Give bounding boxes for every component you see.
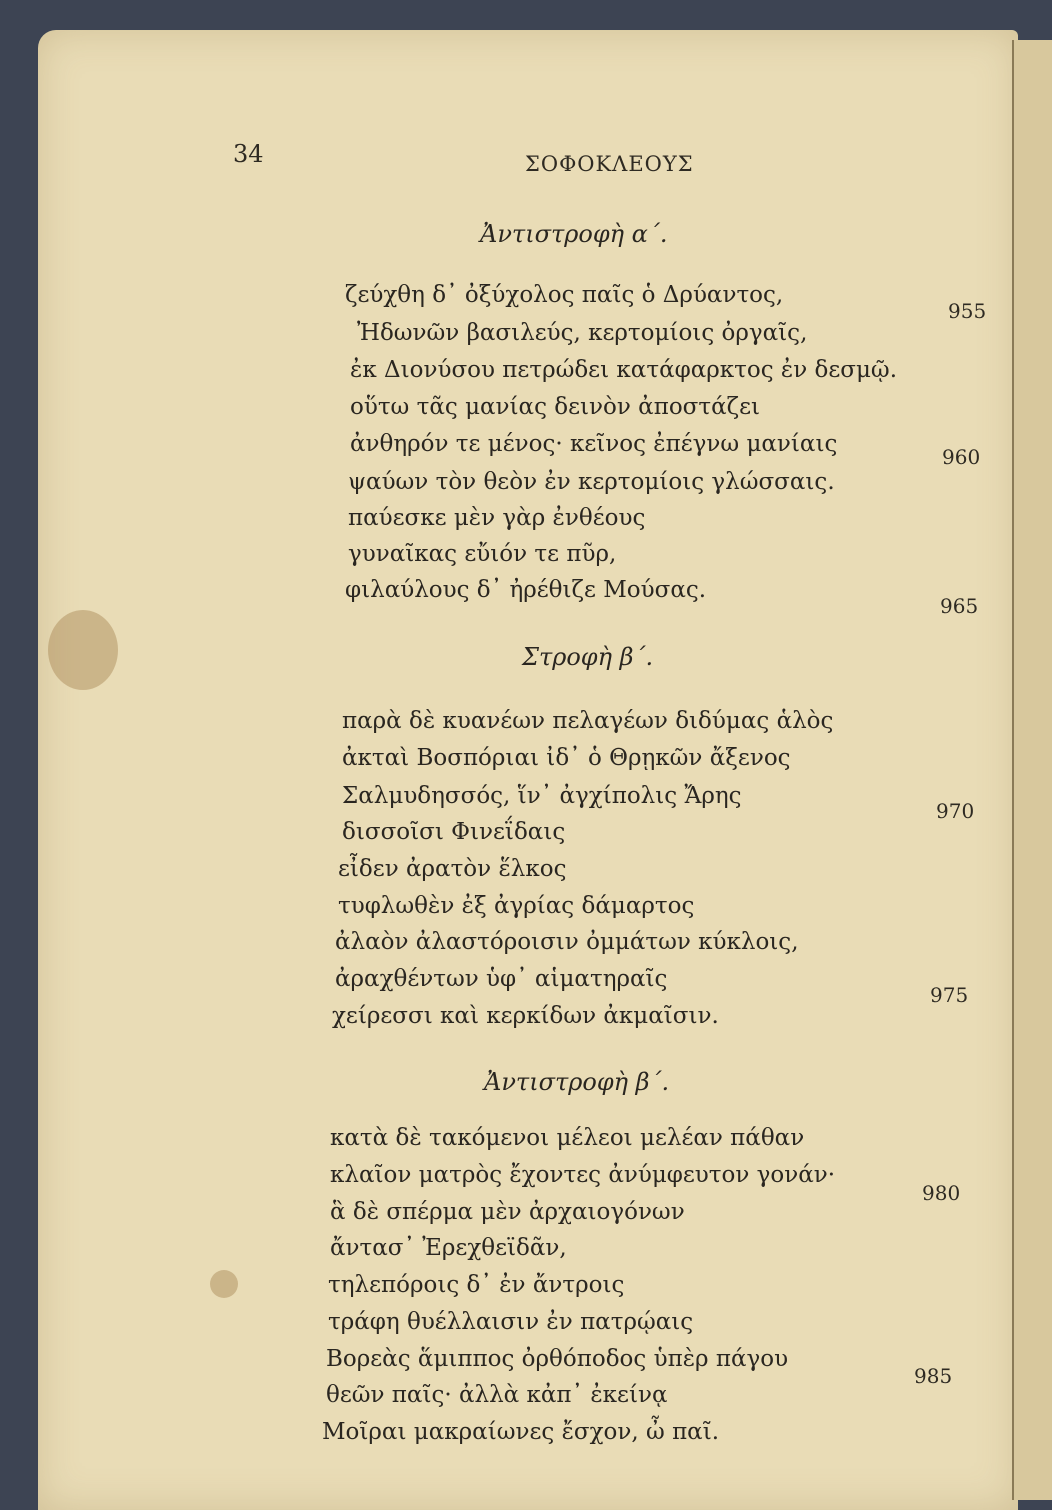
stain-spot bbox=[210, 1270, 238, 1298]
line-number: 985 bbox=[914, 1364, 953, 1388]
verse-line: Σαλμυδησσός, ἵν᾽ ἀγχίπολις Ἄρης bbox=[342, 783, 742, 809]
verse-line: ἄντασ᾽ Ἐρεχθεϊδᾶν, bbox=[330, 1235, 567, 1261]
verse-line: ἀραχθέντων ὑφ᾽ αἱματηραῖς bbox=[335, 966, 668, 992]
verse-line: παρὰ δὲ κυανέων πελαγέων διδύμας ἁλὸς bbox=[342, 708, 834, 734]
section-heading: Ἀντιστροφὴ α΄. bbox=[480, 220, 668, 248]
verse-line: παύεσκε μὲν γὰρ ἐνθέους bbox=[348, 505, 646, 531]
verse-line: φιλαύλους δ᾽ ἠρέθιζε Μούσας. bbox=[345, 577, 707, 603]
running-head: ΣΟΦΟΚΛΕΟΥΣ bbox=[525, 152, 694, 176]
section-heading: Στροφὴ β΄. bbox=[522, 643, 654, 671]
verse-line: οὕτω τᾶς μανίας δεινὸν ἀποστάζει bbox=[350, 394, 761, 420]
line-number: 975 bbox=[930, 983, 969, 1007]
verse-line: θεῶν παῖς· ἀλλὰ κἀπ᾽ ἐκείνᾳ bbox=[326, 1382, 668, 1408]
page-number: 34 bbox=[233, 140, 264, 168]
line-number: 955 bbox=[948, 299, 987, 323]
verse-line: ψαύων τὸν θεὸν ἐν κερτομίοις γλώσσαις. bbox=[348, 469, 835, 495]
line-number: 980 bbox=[922, 1181, 961, 1205]
verse-line: ζεύχθη δ᾽ ὀξύχολος παῖς ὁ Δρύαντος, bbox=[345, 282, 784, 308]
verse-line: ἀκταὶ Βοσπόριαι ἰδ᾽ ὁ Θρῃκῶν ἄξενος bbox=[342, 745, 791, 771]
verse-line: τυφλωθὲν ἐξ ἀγρίας δάμαρτος bbox=[338, 893, 695, 919]
verse-line: τράφη θυέλλαισιν ἐν πατρῴαις bbox=[328, 1309, 694, 1335]
verse-line: ἀλαὸν ἀλαστόροισιν ὀμμάτων κύκλοις, bbox=[335, 929, 799, 955]
verse-line: χείρεσσι καὶ κερκίδων ἀκμαῖσιν. bbox=[332, 1003, 719, 1029]
verse-line: δισσοῖσι Φινεΐδαις bbox=[342, 819, 566, 845]
verse-line: κλαῖον ματρὸς ἔχοντες ἀνύμφευτον γονάν· bbox=[330, 1162, 836, 1188]
verse-line: κατὰ δὲ τακόμενοι μέλεοι μελέαν πάθαν bbox=[330, 1125, 805, 1151]
stain-spot bbox=[48, 610, 118, 690]
facing-page-edge bbox=[1012, 40, 1052, 1500]
verse-line: εἶδεν ἀρατὸν ἕλκος bbox=[338, 856, 567, 882]
verse-line: Μοῖραι μακραίωνες ἔσχον, ὦ παῖ. bbox=[322, 1419, 720, 1445]
verse-line: Ἠδωνῶν βασιλεύς, κερτομίοις ὀργαῖς, bbox=[357, 320, 808, 346]
verse-line: Βορεὰς ἅμιππος ὀρθόποδος ὑπὲρ πάγου bbox=[326, 1346, 789, 1372]
line-number: 970 bbox=[936, 799, 975, 823]
verse-line: τηλεπόροις δ᾽ ἐν ἄντροις bbox=[328, 1272, 625, 1298]
verse-line: ἃ δὲ σπέρμα μὲν ἀρχαιογόνων bbox=[330, 1199, 685, 1225]
section-heading: Ἀντιστροφὴ β΄. bbox=[484, 1068, 670, 1096]
line-number: 965 bbox=[940, 594, 979, 618]
verse-line: γυναῖκας εὔιόν τε πῦρ, bbox=[348, 541, 617, 567]
verse-line: ἀνθηρόν τε μένος· κεῖνος ἐπέγνω μανίαις bbox=[350, 431, 838, 457]
verse-line: ἐκ Διονύσου πετρώδει κατάφαρκτος ἐν δεσμῷ. bbox=[350, 357, 898, 383]
line-number: 960 bbox=[942, 445, 981, 469]
